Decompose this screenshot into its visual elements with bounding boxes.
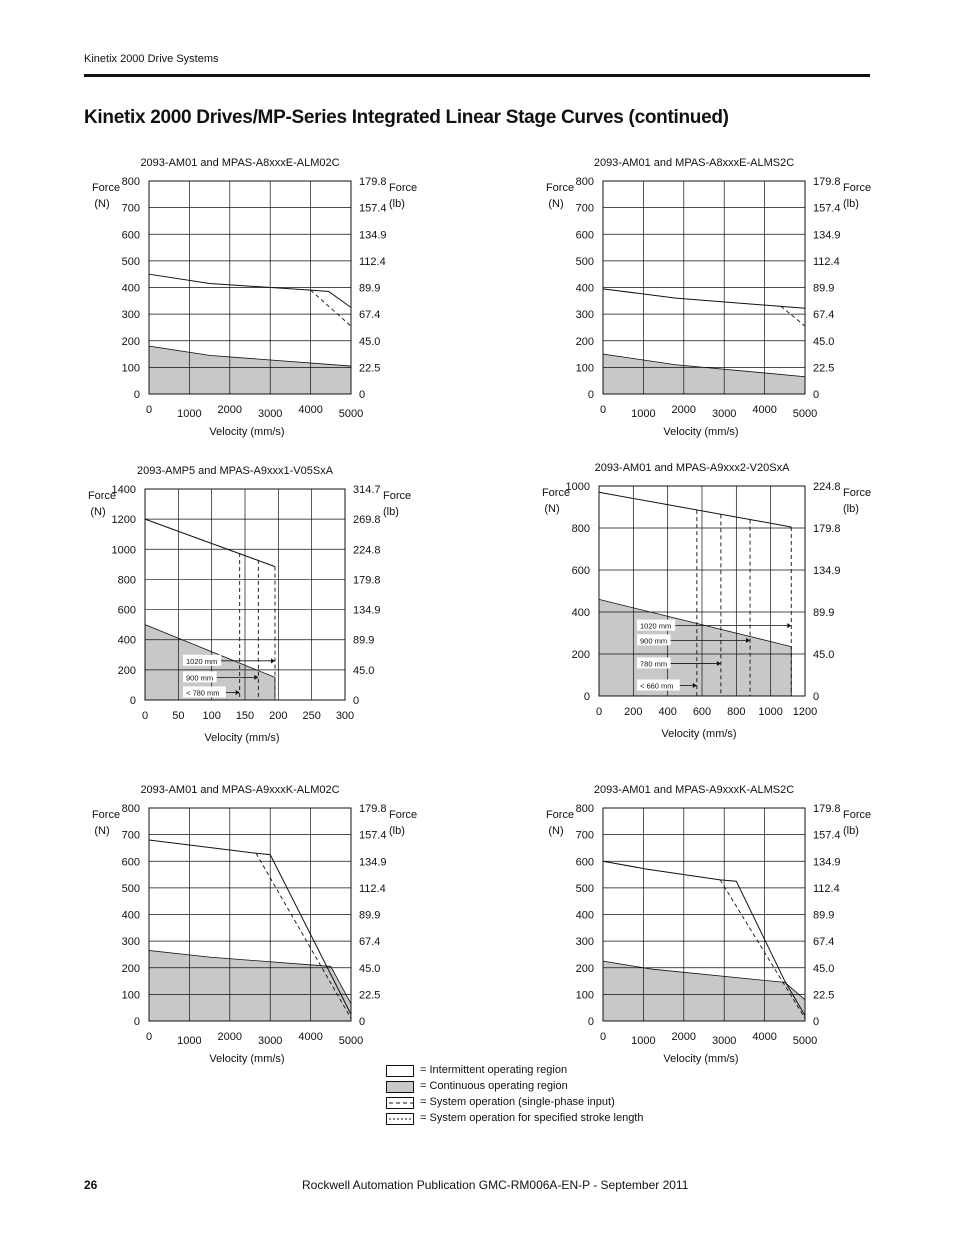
arrow-head <box>787 623 791 628</box>
continuous-region <box>603 354 805 394</box>
y-tick-label-left: 400 <box>575 282 594 295</box>
y-tick-label-left: 800 <box>571 523 590 535</box>
x-tick-label: 1000 <box>631 408 656 420</box>
y-tick-label-right: 157.4 <box>359 829 387 842</box>
y-tick-label-right: 22.5 <box>359 362 381 375</box>
x-tick-label: 1200 <box>792 706 818 718</box>
x-axis-label: Velocity (mm/s) <box>209 426 285 438</box>
y-tick-label-left: 100 <box>121 989 140 1002</box>
x-tick-label: 0 <box>599 1031 607 1043</box>
y-tick-label-left: 600 <box>117 604 136 617</box>
y-axis-label-left: Force <box>91 809 121 821</box>
page-number: 26 <box>84 1178 98 1192</box>
x-tick-label: 0 <box>145 404 153 416</box>
y-axis-label-right: (lb) <box>843 198 859 210</box>
y-tick-label-left: 200 <box>121 962 140 975</box>
y-axis-label-right: Force <box>389 809 418 821</box>
y-tick-label-right: 89.9 <box>359 282 381 295</box>
y-tick-label-right: 179.8 <box>359 803 387 815</box>
y-tick-label-left: 300 <box>575 936 594 949</box>
x-axis-label: Velocity (mm/s) <box>661 728 737 740</box>
y-tick-label-right: 89.9 <box>813 282 835 295</box>
y-tick-label-left: 100 <box>575 362 594 375</box>
y-tick-label-right: 224.8 <box>813 481 841 493</box>
y-tick-label-right: 134.9 <box>813 856 841 869</box>
y-tick-label-right: 45.0 <box>359 335 381 348</box>
x-tick-label: 2000 <box>671 404 697 416</box>
x-tick-label: 5000 <box>338 1035 364 1047</box>
single-phase-line <box>311 290 351 326</box>
y-tick-label-right: 0 <box>359 389 366 401</box>
intermittent-line <box>149 274 351 307</box>
y-tick-label-left: 400 <box>121 282 140 295</box>
y-tick-label-left: 600 <box>571 565 590 577</box>
y-tick-label-right: 0 <box>813 389 820 401</box>
x-tick-label: 0 <box>145 1031 153 1043</box>
y-axis-label-right: (lb) <box>389 825 405 837</box>
x-tick-label: 1000 <box>758 706 783 718</box>
x-tick-label: 0 <box>141 710 149 722</box>
x-tick-label: 1000 <box>631 1035 656 1047</box>
y-tick-label-right: 45.0 <box>353 664 375 677</box>
legend-label: = System operation for specified stroke length <box>420 1112 644 1124</box>
y-tick-label-left: 200 <box>117 664 136 677</box>
x-tick-label: 5000 <box>792 1035 818 1047</box>
y-tick-label-left: 600 <box>121 229 140 242</box>
y-tick-label-left: 1000 <box>111 544 136 557</box>
y-axis-label-right: Force <box>389 182 418 194</box>
y-tick-label-left: 200 <box>571 649 590 661</box>
chart-title: 2093-AM01 and MPAS-A9xxxK-ALM02C <box>140 784 340 796</box>
x-tick-label: 50 <box>172 710 185 722</box>
y-tick-label-right: 67.4 <box>813 309 835 322</box>
y-tick-label-right: 134.9 <box>359 856 387 869</box>
y-tick-label-left: 100 <box>575 989 594 1002</box>
legend-label: = Intermittent operating region <box>420 1064 568 1076</box>
y-tick-label-right: 0 <box>353 695 360 707</box>
y-tick-label-right: 89.9 <box>813 909 835 922</box>
x-tick-label: 3000 <box>711 1035 737 1047</box>
x-tick-label: 200 <box>269 710 288 722</box>
stroke-length-label: 1020 mm <box>640 621 672 631</box>
y-tick-label-right: 22.5 <box>813 362 835 375</box>
y-tick-label-right: 179.8 <box>813 523 841 535</box>
x-tick-label: 2000 <box>217 1031 243 1043</box>
y-tick-label-right: 224.8 <box>353 544 381 557</box>
y-tick-label-right: 112.4 <box>359 882 386 895</box>
y-tick-label-right: 45.0 <box>813 962 835 975</box>
y-tick-label-left: 1200 <box>111 514 136 527</box>
y-tick-label-right: 0 <box>813 691 820 703</box>
y-axis-label-right: (lb) <box>383 506 399 518</box>
chart-title: 2093-AMP5 and MPAS-A9xxx1-V05SxA <box>136 465 334 477</box>
single-phase-line <box>781 306 805 326</box>
continuous-region <box>149 346 351 394</box>
x-tick-label: 150 <box>235 710 255 722</box>
y-axis-label-right: Force <box>843 487 872 499</box>
continuous-region <box>599 599 791 696</box>
x-tick-label: 4000 <box>752 404 777 416</box>
stroke-length-label: 900 mm <box>186 673 214 683</box>
stroke-length-label: < 780 mm <box>186 688 220 698</box>
y-tick-label-left: 200 <box>575 962 594 975</box>
y-tick-label-right: 112.4 <box>813 255 840 268</box>
x-tick-label: 3000 <box>711 408 737 420</box>
y-tick-label-left: 700 <box>575 202 594 215</box>
y-tick-label-right: 157.4 <box>813 829 841 842</box>
y-tick-label-right: 67.4 <box>359 936 381 949</box>
y-tick-label-left: 700 <box>575 829 594 842</box>
y-tick-label-right: 0 <box>359 1016 366 1028</box>
y-tick-label-left: 800 <box>575 803 594 815</box>
x-tick-label: 4000 <box>298 1031 323 1043</box>
continuous-region <box>603 961 805 1021</box>
x-tick-label: 3000 <box>257 408 283 420</box>
y-axis-label-right: (lb) <box>389 198 405 210</box>
y-tick-label-right: 112.4 <box>359 255 386 268</box>
y-tick-label-right: 22.5 <box>813 989 835 1002</box>
x-tick-label: 600 <box>692 706 712 718</box>
y-axis-label-right: (lb) <box>843 503 859 515</box>
x-tick-label: 3000 <box>257 1035 283 1047</box>
y-tick-label-left: 400 <box>571 607 590 619</box>
y-tick-label-right: 179.8 <box>813 176 841 188</box>
x-axis-label: Velocity (mm/s) <box>209 1053 285 1065</box>
y-tick-label-left: 400 <box>121 909 140 922</box>
y-tick-label-left: 0 <box>583 691 590 703</box>
y-tick-label-left: 500 <box>575 882 594 895</box>
continuous-region <box>149 950 351 1021</box>
y-axis-label-left: Force <box>91 182 121 194</box>
y-tick-label-left: 0 <box>133 389 140 401</box>
y-tick-label-right: 314.7 <box>353 484 381 496</box>
y-axis-label-left: (N) <box>548 198 564 210</box>
y-tick-label-left: 0 <box>587 389 594 401</box>
y-tick-label-left: 1000 <box>565 481 590 493</box>
y-tick-label-left: 800 <box>121 176 140 188</box>
y-tick-label-left: 0 <box>587 1016 594 1028</box>
x-tick-label: 800 <box>727 706 746 718</box>
x-tick-label: 400 <box>658 706 677 718</box>
stroke-length-label: 1020 mm <box>186 656 218 666</box>
y-tick-label-left: 600 <box>575 856 594 869</box>
stroke-length-label: 900 mm <box>640 636 668 646</box>
y-tick-label-right: 157.4 <box>813 202 841 215</box>
chart-title: 2093-AM01 and MPAS-A9xxxK-ALMS2C <box>593 784 795 796</box>
y-tick-label-left: 300 <box>121 309 140 322</box>
y-axis-label-left: (N) <box>548 825 564 837</box>
x-tick-label: 5000 <box>338 408 364 420</box>
y-tick-label-right: 269.8 <box>353 514 381 527</box>
x-tick-label: 300 <box>335 710 355 722</box>
x-tick-label: 4000 <box>298 404 323 416</box>
y-tick-label-right: 134.9 <box>813 229 841 242</box>
x-tick-label: 200 <box>624 706 643 718</box>
y-axis-label-right: (lb) <box>843 825 859 837</box>
x-tick-label: 5000 <box>792 408 818 420</box>
y-tick-label-right: 134.9 <box>353 604 381 617</box>
y-tick-label-right: 134.9 <box>359 229 387 242</box>
y-axis-label-left: Force <box>87 490 117 502</box>
y-tick-label-left: 0 <box>133 1016 140 1028</box>
y-axis-label-left: Force <box>545 809 575 821</box>
y-tick-label-left: 700 <box>121 202 140 215</box>
y-tick-label-left: 400 <box>117 634 136 647</box>
page-title: Kinetix 2000 Drives/MP-Series Integrated Linear Stage Curves (continued) <box>84 107 729 128</box>
y-axis-label-left: (N) <box>94 198 110 210</box>
y-tick-label-right: 89.9 <box>813 607 835 619</box>
x-tick-label: 100 <box>202 710 221 722</box>
y-axis-label-left: Force <box>545 182 575 194</box>
chart-title: 2093-AM01 and MPAS-A9xxx2-V20SxA <box>594 462 790 474</box>
legend-swatch-continuous <box>386 1081 414 1093</box>
y-tick-label-left: 500 <box>121 255 140 268</box>
x-tick-label: 2000 <box>217 404 243 416</box>
x-tick-label: 0 <box>595 706 603 718</box>
x-tick-label: 1000 <box>177 408 202 420</box>
y-tick-label-left: 0 <box>129 695 136 707</box>
y-axis-label-left: (N) <box>94 825 110 837</box>
y-tick-label-right: 134.9 <box>813 565 841 577</box>
y-tick-label-right: 0 <box>813 1016 820 1028</box>
y-tick-label-left: 800 <box>117 574 136 587</box>
y-tick-label-right: 67.4 <box>813 936 835 949</box>
y-tick-label-right: 22.5 <box>359 989 381 1002</box>
stroke-length-label: 780 mm <box>640 659 668 669</box>
y-axis-label-right: Force <box>383 490 412 502</box>
y-tick-label-left: 500 <box>121 882 140 895</box>
y-axis-label-left: Force <box>541 487 571 499</box>
x-tick-label: 2000 <box>671 1031 697 1043</box>
y-axis-label-right: Force <box>843 809 872 821</box>
x-axis-label: Velocity (mm/s) <box>663 426 739 438</box>
x-axis-label: Velocity (mm/s) <box>204 732 280 744</box>
y-tick-label-left: 1400 <box>111 484 136 496</box>
x-tick-label: 4000 <box>752 1031 777 1043</box>
x-tick-label: 1000 <box>177 1035 202 1047</box>
y-tick-label-left: 200 <box>575 335 594 348</box>
intermittent-line <box>599 492 791 527</box>
y-tick-label-right: 179.8 <box>813 803 841 815</box>
publication-info: Rockwell Automation Publication GMC-RM006A-EN-P - September 2011 <box>302 1178 689 1192</box>
y-tick-label-right: 45.0 <box>359 962 381 975</box>
legend-swatch-dotted <box>386 1113 414 1125</box>
y-tick-label-left: 100 <box>121 362 140 375</box>
y-tick-label-left: 300 <box>121 936 140 949</box>
y-tick-label-left: 500 <box>575 255 594 268</box>
intermittent-line <box>603 289 805 308</box>
stroke-length-label: < 660 mm <box>640 681 674 691</box>
y-tick-label-right: 89.9 <box>353 634 375 647</box>
y-tick-label-right: 45.0 <box>813 649 835 661</box>
arrow-head <box>271 658 275 663</box>
y-tick-label-right: 157.4 <box>359 202 387 215</box>
legend-swatch-dashed <box>386 1097 414 1109</box>
y-tick-label-right: 112.4 <box>813 882 840 895</box>
y-tick-label-left: 400 <box>575 909 594 922</box>
y-tick-label-left: 800 <box>575 176 594 188</box>
y-axis-label-left: (N) <box>544 503 560 515</box>
x-tick-label: 0 <box>599 404 607 416</box>
y-axis-label-left: (N) <box>90 506 106 518</box>
y-tick-label-left: 600 <box>121 856 140 869</box>
y-tick-label-left: 800 <box>121 803 140 815</box>
running-header: Kinetix 2000 Drive Systems <box>84 53 219 65</box>
legend-label: = System operation (single-phase input) <box>420 1096 615 1108</box>
chart-title: 2093-AM01 and MPAS-A8xxxE-ALM02C <box>140 157 340 169</box>
y-tick-label-left: 700 <box>121 829 140 842</box>
y-tick-label-right: 179.8 <box>353 574 381 587</box>
x-tick-label: 250 <box>302 710 321 722</box>
legend-swatch-intermittent <box>386 1065 414 1077</box>
y-tick-label-right: 67.4 <box>359 309 381 322</box>
y-tick-label-right: 45.0 <box>813 335 835 348</box>
legend-label: = Continuous operating region <box>420 1080 568 1092</box>
x-axis-label: Velocity (mm/s) <box>663 1053 739 1065</box>
y-tick-label-left: 200 <box>121 335 140 348</box>
y-axis-label-right: Force <box>843 182 872 194</box>
chart-title: 2093-AM01 and MPAS-A8xxxE-ALMS2C <box>593 157 795 169</box>
intermittent-line <box>145 519 275 566</box>
y-tick-label-right: 89.9 <box>359 909 381 922</box>
y-tick-label-left: 300 <box>575 309 594 322</box>
y-tick-label-right: 179.8 <box>359 176 387 188</box>
y-tick-label-left: 600 <box>575 229 594 242</box>
